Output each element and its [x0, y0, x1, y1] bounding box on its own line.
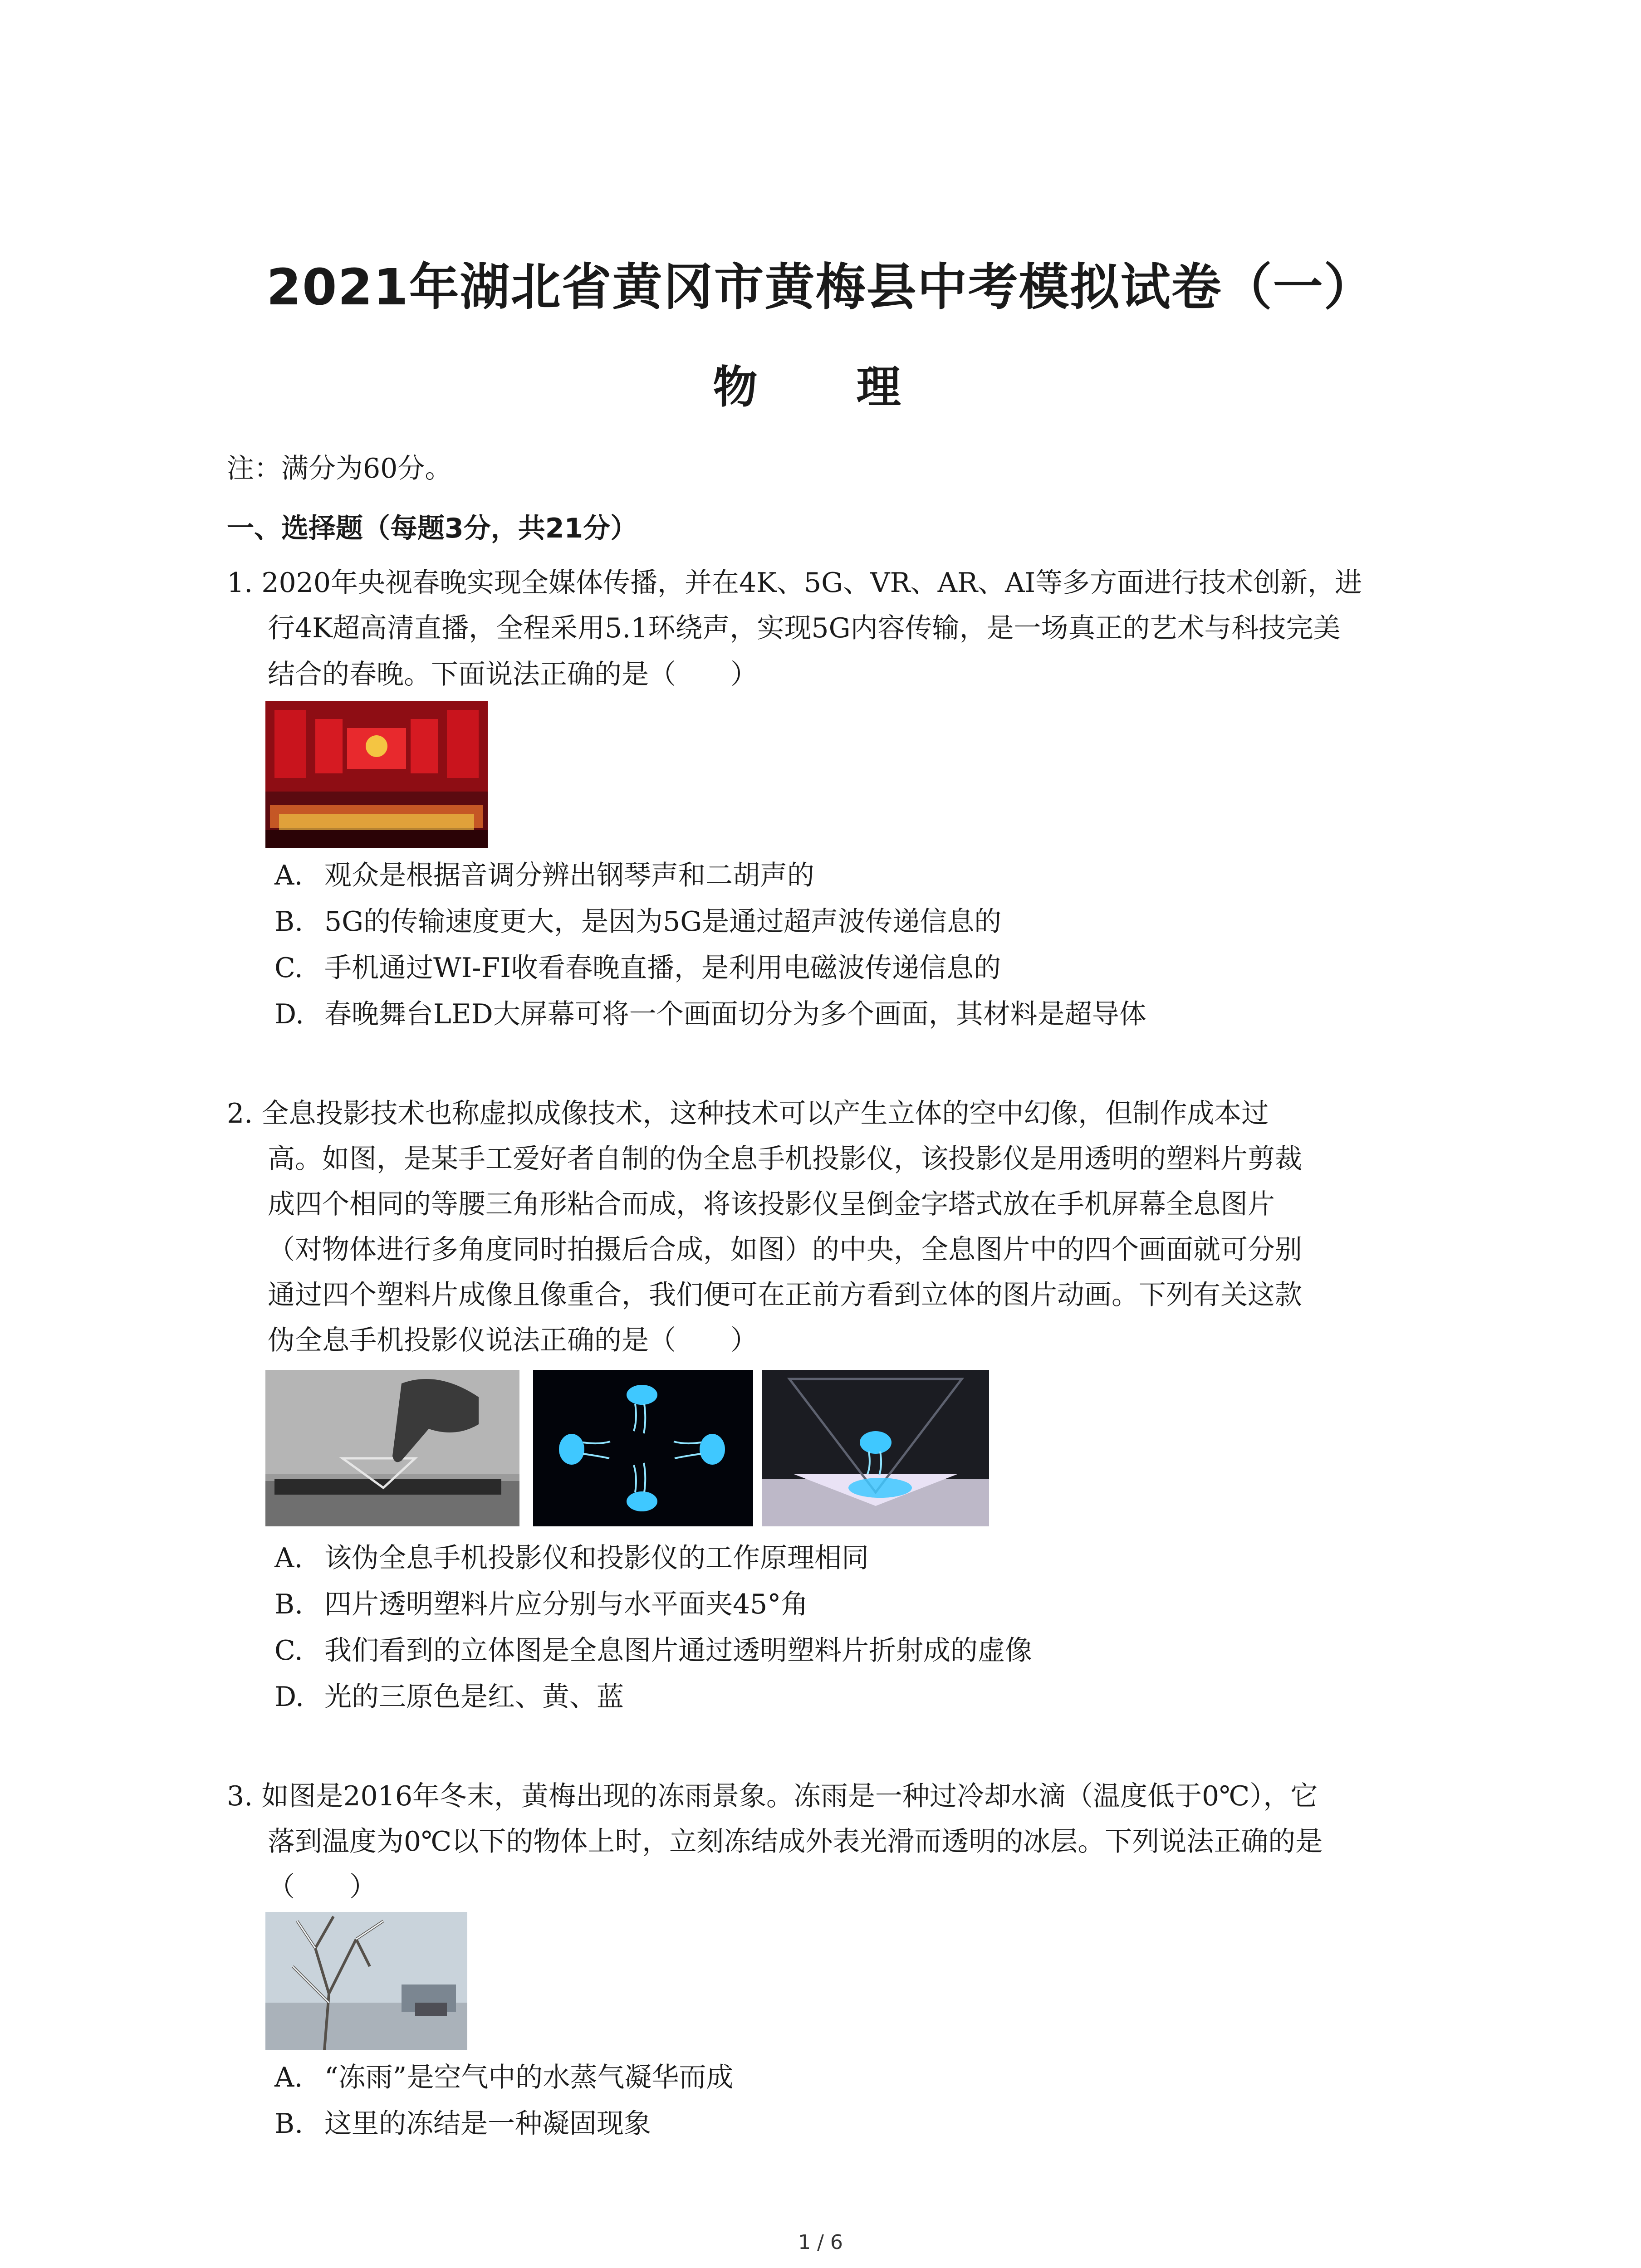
q2-line-1: 2. 全息投影技术也称虚拟成像技术，这种技术可以产生立体的空中幻像，但制作成本过	[227, 1098, 1269, 1129]
q1-option-d-text: 春晚舞台LED大屏幕可将一个画面切分为多个画面，其材料是超导体	[324, 998, 1146, 1030]
q2-option-d-text: 光的三原色是红、黄、蓝	[324, 1681, 624, 1713]
q2-line-6: 伪全息手机投影仪说法正确的是（ ）	[268, 1325, 758, 1356]
q3-line-2: 落到温度为0℃以下的物体上时，立刻冻结成外表光滑而透明的冰层。下列说法正确的是	[268, 1826, 1323, 1857]
q1-option-c	[274, 952, 1001, 984]
q1-option-d	[274, 998, 1146, 1030]
q3-option-b-letter: B.	[274, 2108, 304, 2140]
score-note: 注：满分为60分。	[227, 453, 452, 484]
q2-option-a-letter: A.	[274, 1542, 303, 1574]
q1-line-2: 行4K超高清直播，全程采用5.1环绕声，实现5G内容传输，是一场真正的艺术与科技完美	[268, 612, 1341, 644]
q1-option-a-text: 观众是根据音调分辨出钢琴声和二胡声的	[324, 860, 814, 891]
q3-line-3: （ ）	[268, 1871, 377, 1903]
q3-option-a	[274, 2062, 733, 2093]
q2-pyramid-hologram-image	[762, 1370, 989, 1526]
q2-jellyfish-hologram-image	[533, 1370, 753, 1526]
q2-option-b-text: 四片透明塑料片应分别与水平面夹45°角	[324, 1589, 808, 1620]
q3-option-b	[274, 2108, 651, 2140]
q2-option-d-letter: D.	[274, 1681, 304, 1713]
q2-option-d	[274, 1681, 624, 1713]
q1-option-c-letter: C.	[274, 952, 303, 984]
q2-option-b	[274, 1589, 808, 1620]
section-heading: 一、选择题（每题3分，共21分）	[227, 513, 638, 544]
page-number: 1 / 6	[798, 2231, 843, 2254]
q3-option-a-text: “冻雨”是空气中的水蒸气凝华而成	[324, 2062, 734, 2093]
q1-option-b-letter: B.	[274, 906, 304, 938]
q1-option-d-letter: D.	[274, 998, 304, 1030]
q3-line-1: 3. 如图是2016年冬末，黄梅出现的冻雨景象。冻雨是一种过冷却水滴（温度低于0℃），它	[227, 1780, 1318, 1812]
q2-line-3: 成四个相同的等腰三角形粘合而成，将该投影仪呈倒金字塔式放在手机屏幕全息图片	[268, 1188, 1275, 1220]
q2-option-c-text: 我们看到的立体图是全息图片通过透明塑料片折射成的虚像	[324, 1635, 1032, 1667]
q3-freezing-rain-image	[265, 1912, 467, 2050]
q1-gala-stage-image	[265, 701, 488, 848]
q1-option-a-letter: A.	[274, 860, 303, 891]
exam-subject: 物 理	[713, 362, 928, 413]
q2-option-b-letter: B.	[274, 1589, 304, 1620]
q2-line-5: 通过四个塑料片成像且像重合，我们便可在正前方看到立体的图片动画。下列有关这款	[268, 1279, 1302, 1311]
q2-option-a	[274, 1542, 869, 1574]
q2-line-2: 高。如图，是某手工爱好者自制的伪全息手机投影仪，该投影仪是用透明的塑料片剪裁	[268, 1143, 1302, 1175]
q2-hand-projector-image	[265, 1370, 519, 1526]
q1-option-c-text: 手机通过WI-FI收看春晚直播，是利用电磁波传递信息的	[324, 952, 1001, 984]
q2-option-c-letter: C.	[274, 1635, 303, 1667]
q1-option-b-text: 5G的传输速度更大，是因为5G是通过超声波传递信息的	[324, 906, 1002, 938]
q3-option-b-text: 这里的冻结是一种凝固现象	[324, 2108, 651, 2140]
exam-title: 2021年湖北省黄冈市黄梅县中考模拟试卷（一）	[266, 258, 1375, 316]
q1-option-a	[274, 860, 814, 891]
q1-line-3: 结合的春晚。下面说法正确的是（ ）	[268, 659, 758, 690]
q2-option-a-text: 该伪全息手机投影仪和投影仪的工作原理相同	[324, 1542, 869, 1574]
q2-option-c	[274, 1635, 1032, 1667]
q2-line-4: （对物体进行多角度同时拍摄后合成，如图）的中央，全息图片中的四个画面就可分别	[268, 1234, 1302, 1266]
q1-line-1: 1. 2020年央视春晚实现全媒体传播，并在4K、5G、VR、AR、AI等多方面进行技术创新，进	[227, 567, 1362, 599]
q1-option-b	[274, 906, 1001, 938]
q3-option-a-letter: A.	[274, 2062, 303, 2093]
